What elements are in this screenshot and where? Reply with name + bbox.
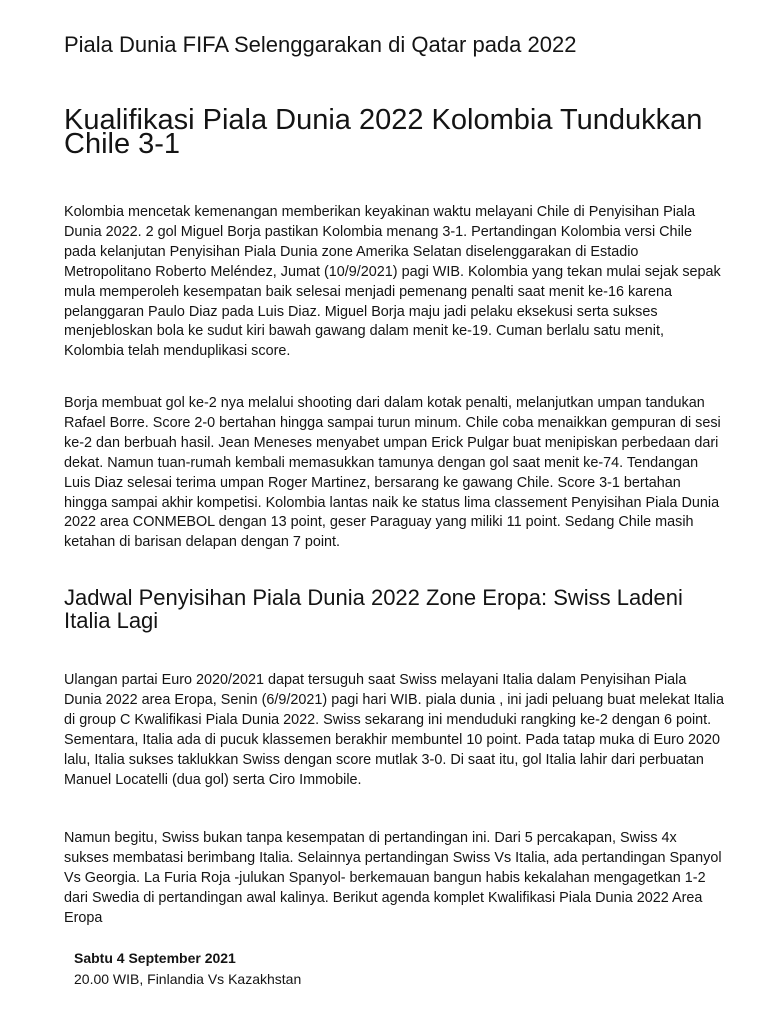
schedule-date: Sabtu 4 September 2021 — [74, 950, 236, 966]
article-paragraph: Borja membuat gol ke-2 nya melalui shooting dari dalam kotak penalti, melanjutkan umpan tandukan Rafael Borre. Score 2-0 bertahan hingga sampai turun minum. Chile coba menaikkan gempuran di sesi ke-2 dan berbuah hasil. Jean Meneses menyabet umpan Erick Pulgar buat menipiskan perbedaan dari dekat. Namun tuan-rumah kembali memasukkan tamunya dengan gol saat menit ke-74. Tendangan Luis Diaz selesai terima umpan Roger Martinez, bersarang ke gawang Chile. Score 3-1 bertahan hingga sampai akhir kompetisi. Kolombia lantas naik ke status lima classement Penyisihan Piala Dunia 2022 area CONMEBOL dengan 13 point, geser Paraguay yang miliki 11 point. Sedang Chile masih ketahan di barisan delapan dengan 7 point. — [64, 395, 721, 551]
section-paragraph: Ulangan partai Euro 2020/2021 dapat tersuguh saat Swiss melayani Italia dalam Penyisihan Piala Dunia 2022 area Eropa, Senin (6/9/2021) pagi hari WIB. piala dunia , ini jadi peluang buat melekat Italia di group C Kwalifikasi Piala Dunia 2022. Swiss sekarang ini menduduki rangking ke-2 dengan 6 point. Sementara, Italia ada di pucuk klassemen berakhir membuntel 10 point. Pada tatap muka di Euro 2020 lalu, Italia sukses taklukkan Swiss dengan score mutlak 3-0. Di saat itu, gol Italia lahir dari perbuatan Manuel Locatelli (dua gol) serta Ciro Immobile. — [64, 672, 724, 788]
section-paragraph: Namun begitu, Swiss bukan tanpa kesempatan di pertandingan ini. Dari 5 percakapan, Swiss 4x sukses membatasi berimbang Italia. Selainnya pertandingan Swiss Vs Italia, ada pertandingan Spanyol Vs Georgia. La Furia Roja -julukan Spanyol- berkemauan bangun habis kekalahan mengagetkan 1-2 dari Swedia di pertandingan awal kalinya. Berikut agenda komplet Kwalifikasi Piala Dunia 2022 Area Eropa — [64, 830, 722, 926]
article-title: Kualifikasi Piala Dunia 2022 Kolombia Tundukkan Chile 3-1 — [64, 104, 703, 160]
section-heading: Jadwal Penyisihan Piala Dunia 2022 Zone Eropa: Swiss Ladeni Italia Lagi — [64, 585, 683, 633]
schedule-match: 20.00 WIB, Finlandia Vs Kazakhstan — [74, 971, 302, 987]
document-title: Piala Dunia FIFA Selenggarakan di Qatar pada 2022 — [64, 32, 577, 57]
match-schedule — [74, 948, 714, 990]
article-paragraph: Kolombia mencetak kemenangan memberikan keyakinan waktu melayani Chile di Penyisihan Piala Dunia 2022. 2 gol Miguel Borja pastikan Kolombia menang 3-1. Pertandingan Kolombia versi Chile pada kelanjutan Penyisihan Piala Dunia zone Amerika Selatan diselenggarakan di Estadio Metropolitano Roberto Meléndez, Jumat (10/9/2021) pagi WIB. Kolombia yang tekan mulai sejak sepak mula memperoleh kesempatan baik selesai menjadi pemenang penalti saat menit ke-16 karena pelanggaran Paulo Diaz pada Luis Diaz. Miguel Borja maju jadi pelaku eksekusi serta sukses menjebloskan bola ke sudut kiri bawah gawang dalam menit ke-19. Cuman berlalu satu menit, Kolombia telah menduplikasi score. — [64, 204, 721, 360]
